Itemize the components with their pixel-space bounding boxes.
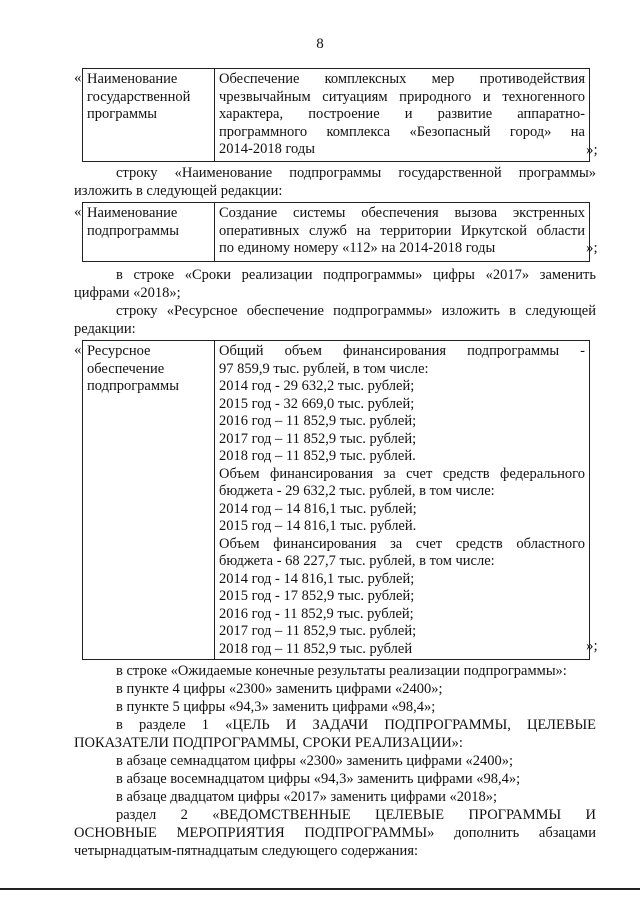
page-number: 8 [316, 36, 324, 52]
value-line: оперативных служб на территории Иркутской области [219, 222, 585, 239]
label-line: обеспечение [87, 360, 165, 377]
quote-open-1: « [74, 70, 82, 86]
value-line: бюджета - 29 632,2 тыс. рублей, в том числе: [219, 483, 495, 499]
para-line: изложить в следующей редакции: [74, 183, 283, 199]
table-subprogram-name [82, 202, 590, 262]
label-line: Наименование [87, 71, 178, 87]
value-line: 2014 год – 14 816,1 тыс. рублей; [219, 500, 417, 517]
value-line: Обеспечение комплексных мер противодействия [219, 71, 585, 87]
label-line: Ресурсное [87, 343, 151, 359]
para-line: в разделе 1 «ЦЕЛЬ И ЗАДАЧИ ПОДПРОГРАММЫ, ЦЕЛЕВЫЕ [116, 717, 596, 733]
para-line: в пункте 4 цифры «2300» заменить цифрами «2400»; [116, 681, 443, 697]
value-line: бюджета - 68 227,7 тыс. рублей, в том числе: [219, 553, 495, 569]
quote-open-2: « [74, 204, 82, 220]
para-line: в абзаце двадцатом цифры «2017» заменить цифрами «2018»; [116, 789, 498, 805]
table-program-name [82, 68, 590, 162]
label-line: государственной [87, 88, 191, 105]
table-label [83, 203, 215, 261]
value-line: 2017 год – 11 852,9 тыс. рублей; [219, 430, 417, 447]
value-line: 2015 год - 17 852,9 тыс. рублей; [219, 588, 415, 604]
para-line: в строке «Ожидаемые конечные результаты реализации подпрограммы»: [116, 663, 567, 679]
table-value [215, 341, 589, 659]
value-line: 2014 год - 29 632,2 тыс. рублей; [219, 378, 415, 394]
para-line: в пункте 5 цифры «94,3» заменить цифрами «98,4»; [116, 699, 436, 715]
para-line: строку «Наименование подпрограммы государственной программы» [116, 165, 596, 181]
para-line: строку «Ресурсное обеспечение подпрограммы» изложить в следующей [116, 303, 596, 319]
label-line: Наименование [87, 205, 178, 221]
table-resource-provision [82, 340, 590, 660]
value-line: по единому номеру «112» на 2014-2018 годы [219, 240, 496, 256]
label-line: программы [87, 106, 157, 122]
para-line: раздел 2 «ВЕДОМСТВЕННЫЕ ЦЕЛЕВЫЕ ПРОГРАММЫ И [116, 807, 596, 823]
value-line: 2015 год - 32 669,0 тыс. рублей; [219, 395, 415, 412]
label-line: подпрограммы [87, 222, 179, 239]
para-line: цифрами «2018»; [74, 285, 181, 301]
value-line: характера, построение и развитие аппаратно- [219, 106, 585, 122]
para-line: ОСНОВНЫЕ МЕРОПРИЯТИЯ ПОДПРОГРАММЫ» дополнить абзацами [74, 825, 596, 841]
value-line: Объем финансирования за счет средств областного [219, 535, 585, 552]
value-line: чрезвычайным ситуациям природного и техногенного [219, 88, 585, 105]
value-line: 2017 год – 11 852,9 тыс. рублей; [219, 623, 417, 639]
table-value [215, 69, 589, 161]
value-line: 2014 год - 14 816,1 тыс. рублей; [219, 570, 415, 587]
quote-close-1: »; [586, 142, 598, 158]
quote-open-3: « [74, 342, 82, 358]
value-line: 2014-2018 годы [219, 141, 315, 157]
quote-close-3: »; [586, 638, 598, 654]
value-line: 2015 год – 14 816,1 тыс. рублей. [219, 518, 417, 534]
para-line: редакции: [74, 321, 136, 337]
value-line: 2016 год - 11 852,9 тыс. рублей; [219, 605, 414, 622]
table-label [83, 69, 215, 161]
para-line: четырнадцатым-пятнадцатым следующего содержания: [74, 843, 419, 859]
para-line: в абзаце восемнадцатом цифры «94,3» заменить цифрами «98,4»; [116, 771, 521, 787]
value-line: программного комплекса «Безопасный город» на [219, 123, 585, 140]
quote-close-2: »; [586, 240, 598, 256]
label-line: подпрограммы [87, 378, 179, 394]
value-line: 2018 год – 11 852,9 тыс. рублей [219, 640, 413, 657]
scan-border [0, 888, 640, 890]
value-line: 97 859,9 тыс. рублей, в том числе: [219, 360, 429, 377]
table-value [215, 203, 589, 261]
value-line: Создание системы обеспечения вызова экстренных [219, 205, 585, 221]
para-line: ПОКАЗАТЕЛИ ПОДПРОГРАММЫ, СРОКИ РЕАЛИЗАЦИИ»: [74, 735, 463, 751]
value-line: Общий объем финансирования подпрограммы - [219, 343, 585, 359]
value-line: 2016 год – 11 852,9 тыс. рублей; [219, 413, 417, 429]
para-line: в абзаце семнадцатом цифры «2300» заменить цифрами «2400»; [116, 753, 514, 769]
table-label [83, 341, 215, 659]
para-line: в строке «Сроки реализации подпрограммы» цифры «2017» заменить [116, 267, 596, 283]
value-line: 2018 год – 11 852,9 тыс. рублей. [219, 448, 416, 464]
value-line: Объем финансирования за счет средств федерального [219, 465, 585, 482]
